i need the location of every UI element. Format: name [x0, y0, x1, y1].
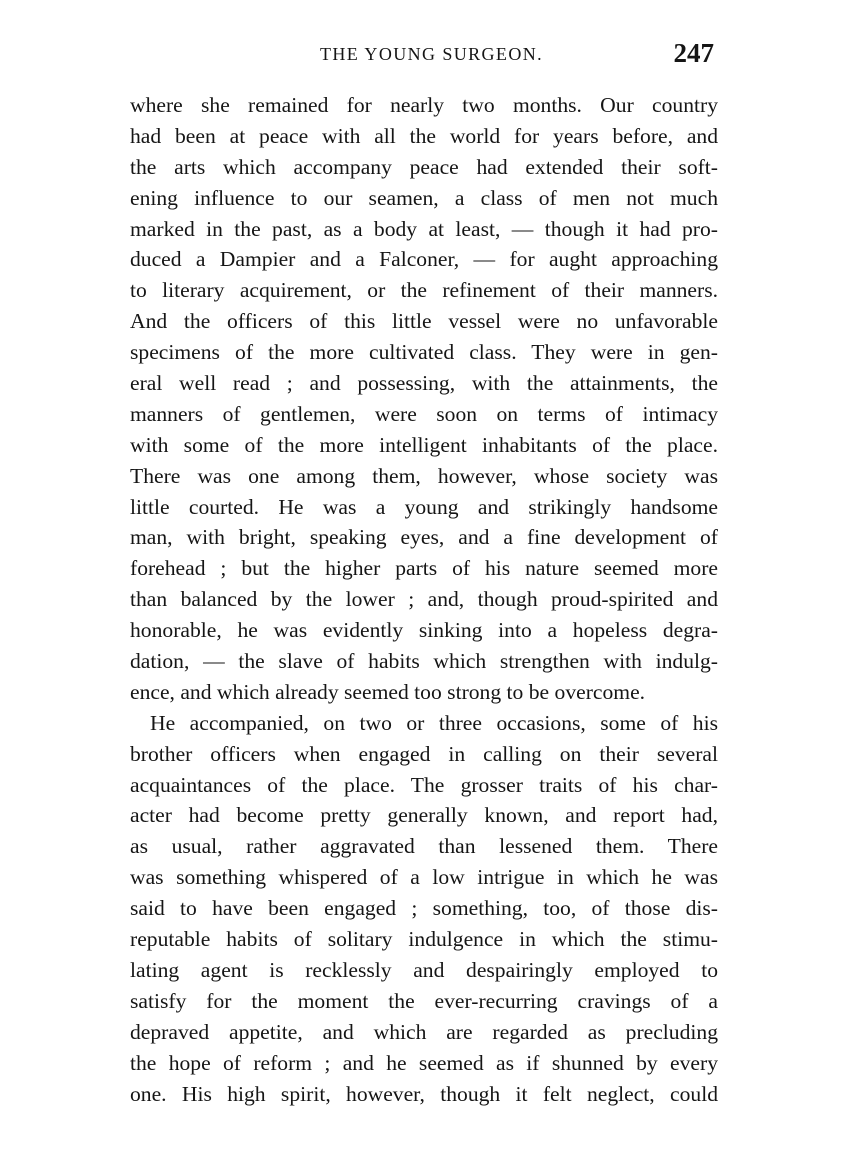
text-line: as usual, rather aggravated than lessened them. There [130, 834, 718, 859]
text-line: reputable habits of solitary indulgence in which the stimu- [130, 927, 718, 952]
text-line: said to have been engaged ; something, too, of those dis- [130, 896, 718, 921]
text-line: than balanced by the lower ; and, though proud-spirited and [130, 587, 718, 612]
text-line: little courted. He was a young and strikingly handsome [130, 494, 718, 519]
text-line: manners of gentlemen, were soon on terms of intimacy [130, 401, 718, 426]
text-line: And the officers of this little vessel were no unfavorable [130, 309, 718, 334]
text-line: acquaintances of the place. The grosser traits of his char- [130, 772, 718, 797]
running-title: THE YOUNG SURGEON. [320, 44, 544, 64]
text-line: the arts which accompany peace had extended their soft- [130, 154, 718, 179]
page-number: 247 [673, 38, 714, 68]
text-line: depraved appetite, and which are regarded as precluding [130, 1019, 718, 1044]
text-line: He accompanied, on two or three occasions, some of his [150, 710, 718, 735]
text-line: ence, and which already seemed too strong to be overcome. [130, 679, 646, 704]
text-line: There was one among them, however, whose society was [130, 463, 718, 488]
running-header [130, 38, 720, 78]
text-line: acter had become pretty generally known, and report had, [130, 803, 718, 828]
text-line: marked in the past, as a body at least, — though it had pro- [130, 216, 718, 241]
text-line: duced a Dampier and a Falconer, — for aught approaching [130, 247, 718, 272]
text-line: to literary acquirement, or the refinement of their manners. [130, 278, 718, 303]
text-line: eral well read ; and possessing, with the attainments, the [130, 371, 718, 396]
text-line: where she remained for nearly two months. Our country [130, 93, 718, 117]
text-line: with some of the more intelligent inhabitants of the place. [130, 432, 718, 457]
text-line: man, with bright, speaking eyes, and a fine development of [130, 525, 718, 550]
text-line: honorable, he was evidently sinking into a hopeless degra- [130, 618, 718, 643]
text-line: satisfy for the moment the ever-recurring cravings of a [130, 988, 718, 1013]
text-line: specimens of the more cultivated class. They were in gen- [130, 340, 718, 365]
paragraph-1 [130, 90, 718, 708]
body-text [130, 90, 718, 1109]
text-line: forehead ; but the higher parts of his nature seemed more [130, 556, 718, 581]
text-line: dation, — the slave of habits which strengthen with indulg- [130, 649, 718, 674]
text-line: was something whispered of a low intrigue in which he was [130, 865, 718, 890]
text-line: brother officers when engaged in calling on their several [130, 741, 718, 766]
paragraph-2 [130, 708, 718, 1110]
text-line: ening influence to our seamen, a class of men not much [130, 185, 718, 210]
text-line: lating agent is recklessly and despairingly employed to [130, 957, 718, 982]
text-line: had been at peace with all the world for years before, and [130, 123, 718, 148]
text-line: one. His high spirit, however, though it felt neglect, could [130, 1081, 718, 1106]
text-line: the hope of reform ; and he seemed as if shunned by every [130, 1050, 718, 1075]
